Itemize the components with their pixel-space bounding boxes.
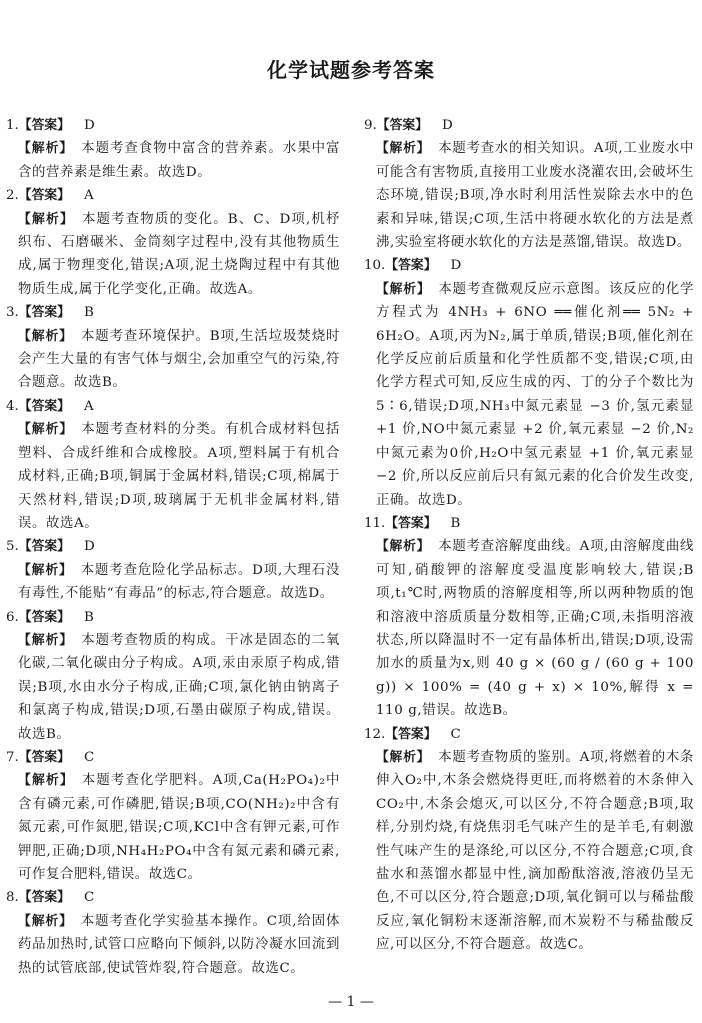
analysis-paragraph: [6, 769, 340, 886]
analysis-text: 本题考查化学肥料。A项,Ca(H₂PO₄)₂中含有磷元素,可作磷肥,错误;B项,CO(NH₂)₂中含有氮元素,可作氮肥,错误;C项,KCl中含有钾元素,可作钾肥,正确;D项,NH₄H₂PO₄中含有氮元素和磷元素,可作复合肥料,错误。故选C。: [18, 773, 340, 882]
answer-line: [6, 606, 340, 629]
answer-line: [364, 512, 694, 535]
question-number: 3.: [6, 305, 19, 321]
analysis-paragraph: [6, 559, 340, 606]
analysis-text: 本题考查材料的分类。有机合成材料包括塑料、合成纤维和合成橡胶。A项,塑料属于有机合成材料,正确;B项,铜属于金属材料,错误;C项,棉属于天然材料,错误;D项,玻璃属于无机非金属材料,错误。故选A。: [18, 422, 340, 531]
answer-line: [6, 535, 340, 558]
answer-line: [6, 886, 340, 909]
answer-tag: 【答案】: [18, 398, 70, 414]
answer-value: C: [83, 749, 95, 765]
answer-value: C: [450, 726, 461, 742]
analysis-text: 本题考查物质的鉴别。A项,将燃着的木条伸入O₂中,木条会燃烧得更旺,而将燃着的木条伸入CO₂中,木条会熄灭,可以区分,不符合题意;B项,取样,分别灼烧,有烧焦羽毛气味产生的是羊毛,有刺激性气味产生的是涤纶,可以区分,不符合题意;C项,食盐水和蒸馏水都显中性,滴加酚酞溶液,溶液仍呈无色,不可以区分,符合题意;D项,氧化铜可以与稀盐酸反应,氧化铜粉末逐渐溶解,而木炭粉不与稀盐酸反应,可以区分,不符合题意。故选C。: [376, 749, 694, 953]
answer-value: A: [83, 188, 94, 204]
question-number: 6.: [6, 609, 19, 625]
analysis-text: 本题考查微观反应示意图。该反应的化学方程式为 4NH₃ + 6NO ══催化剂══ 5N₂ + 6H₂O。A项,丙为N₂,属于单质,错误;B项,催化剂在化学反应前后质量和化学性质都不变,错误;C项,由化学方程式可知,反应生成的丙、丁的分子个数比为5∶6,错误;D项,NH₃中氮元素显 −3 价,氢元素显 +1 价,NO中氮元素显 +2 价,氧元素显 −2 价,N₂中氮元素为0价,H₂O中氢元素显 +1 价,氧元素显 −2 价,所以反应前后只有氮元素的化合价发生改变,正确。故选D。: [376, 281, 694, 508]
analysis-text: 本题考查溶解度曲线。A项,由溶解度曲线可知,硝酸钾的溶解度受温度影响较大,错误;B项,t₁℃时,两物质的溶解度相等,所以两种物质的饱和溶液中溶质质量分数相等,正确;C项,未指明溶液状态,所以降温时不一定有晶体析出,错误;D项,设需加水的质量为x,则 40 g × (60 g / (60 g + 100 g)) × 100% = (40 g + x) × 10%,解得 x = 110 g,错误。故选B。: [376, 539, 694, 719]
analysis-tag: 【解析】: [376, 281, 431, 297]
question-number: 7.: [6, 749, 19, 765]
answer-value: D: [83, 118, 95, 133]
analysis-paragraph: [364, 137, 694, 254]
question-number: 1.: [6, 118, 19, 133]
answer-value: C: [83, 890, 95, 906]
answer-line: [6, 114, 340, 137]
analysis-tag: 【解析】: [18, 562, 73, 578]
analysis-text: 本题考查物质的构成。干冰是固态的二氧化碳,二氧化碳由分子构成。A项,汞由汞原子构成,错误;B项,水由水分子构成,正确;C项,氯化钠由钠离子和氯离子构成,错误;D项,石墨由碳原子构成,错误。故选B。: [18, 632, 340, 742]
analysis-paragraph: [6, 418, 340, 535]
analysis-tag: 【解析】: [376, 141, 431, 157]
question-number: 12.: [364, 726, 386, 742]
question-number: 4.: [6, 398, 19, 414]
question-item: [364, 254, 694, 511]
analysis-tag: 【解析】: [18, 632, 74, 648]
page-number: — 1 —: [328, 994, 374, 1010]
question-number: 8.: [6, 890, 19, 906]
answer-line: [364, 723, 694, 746]
answer-value: B: [83, 305, 94, 321]
analysis-tag: 【解析】: [376, 749, 431, 765]
answer-line: [6, 746, 340, 769]
question-item: [6, 886, 340, 980]
analysis-paragraph: [6, 629, 340, 746]
question-item: [6, 301, 340, 395]
analysis-paragraph: [364, 746, 694, 957]
answer-tag: 【答案】: [18, 188, 70, 204]
page-title: 化学试题参考答案: [267, 58, 435, 82]
answer-tag: 【答案】: [376, 118, 428, 133]
analysis-tag: 【解析】: [18, 422, 74, 438]
analysis-tag: 【解析】: [18, 913, 73, 929]
answer-line: [6, 395, 340, 418]
analysis-text: 本题考查水的相关知识。A项,工业废水中可能含有害物质,直接用工业废水浇灌农田,会破坏生态环境,错误;B项,净水时利用活性炭除去水中的色素和异味,错误;C项,生活中将硬水软化的方法是煮沸,实验室将硬水软化的方法是蒸馏,错误。故选D。: [376, 141, 694, 251]
question-item: [364, 114, 694, 254]
answer-tag: 【答案】: [385, 258, 437, 274]
question-number: 9.: [364, 118, 377, 133]
answer-tag: 【答案】: [385, 726, 437, 742]
answer-tag: 【答案】: [18, 305, 70, 321]
analysis-text: 本题考查化学实验基本操作。C项,给固体药品加热时,试管口应略向下倾斜,以防冷凝水回流到热的试管底部,使试管炸裂,符合题意。故选C。: [18, 913, 340, 976]
analysis-paragraph: [6, 910, 340, 980]
answer-value: B: [450, 515, 461, 531]
answer-value: D: [441, 118, 453, 133]
answer-value: D: [83, 539, 95, 555]
question-item: [6, 746, 340, 886]
right-column: [364, 114, 694, 957]
analysis-text: 本题考查物质的变化。B、C、D项,机杼织布、石磨碾米、金筒刻字过程中,没有其他物质生成,属于物理变化,错误;A项,泥土烧陶过程中有其他物质生成,属于化学变化,正确。故选A。: [18, 211, 340, 297]
answer-tag: 【答案】: [18, 890, 70, 906]
analysis-tag: 【解析】: [18, 211, 74, 227]
question-number: 10.: [364, 258, 386, 274]
analysis-paragraph: [364, 535, 694, 722]
question-item: [364, 512, 694, 723]
analysis-tag: 【解析】: [18, 141, 74, 157]
question-item: [6, 535, 340, 605]
analysis-text: 本题考查食物中富含的营养素。水果中富含的营养素是维生素。故选D。: [18, 141, 340, 180]
analysis-paragraph: [6, 208, 340, 302]
analysis-paragraph: [6, 137, 340, 184]
answer-line: [6, 184, 340, 207]
question-number: 11.: [364, 515, 386, 531]
analysis-paragraph: [6, 325, 340, 395]
answer-tag: 【答案】: [18, 749, 70, 765]
analysis-tag: 【解析】: [18, 773, 74, 789]
answer-value: B: [83, 609, 94, 625]
answer-line: [364, 114, 694, 137]
analysis-paragraph: [364, 278, 694, 512]
question-item: [364, 723, 694, 957]
analysis-tag: 【解析】: [376, 539, 431, 555]
answer-value: D: [450, 258, 462, 274]
question-item: [6, 184, 340, 301]
answer-tag: 【答案】: [18, 118, 70, 133]
answer-tag: 【答案】: [18, 539, 70, 555]
question-item: [6, 606, 340, 746]
answer-tag: 【答案】: [385, 515, 437, 531]
question-item: [6, 395, 340, 535]
question-number: 2.: [6, 188, 19, 204]
left-column: [6, 114, 340, 980]
analysis-text: 本题考查危险化学品标志。D项,大理石没有毒性,不能贴“有毒品”的标志,符合题意。故选D。: [18, 562, 340, 602]
analysis-tag: 【解析】: [18, 328, 73, 344]
answer-value: A: [83, 398, 94, 414]
answer-line: [6, 301, 340, 324]
question-number: 5.: [6, 539, 19, 555]
answer-tag: 【答案】: [18, 609, 70, 625]
question-item: [6, 114, 340, 184]
analysis-text: 本题考查环境保护。B项,生活垃圾焚烧时会产生大量的有害气体与烟尘,会加重空气的污染,符合题意。故选B。: [18, 328, 341, 391]
answer-line: [364, 254, 694, 277]
